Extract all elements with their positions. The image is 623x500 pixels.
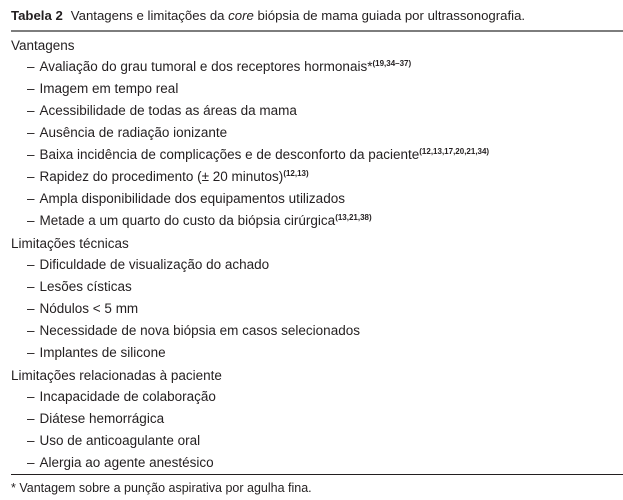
- list-item: [11, 430, 623, 452]
- dash: –: [27, 323, 35, 338]
- dash: –: [27, 59, 35, 74]
- table-caption: [11, 8, 525, 23]
- dash: –: [27, 81, 35, 96]
- item-text: Dificuldade de visualização do achado: [39, 257, 270, 272]
- list-item: [11, 386, 623, 408]
- table-label: Tabela 2: [11, 8, 63, 23]
- dash: –: [27, 191, 35, 206]
- list-item: [11, 276, 623, 298]
- item-text: Incapacidade de colaboração: [39, 389, 216, 404]
- list-item: [11, 210, 623, 232]
- item-text: Lesões císticas: [39, 279, 132, 294]
- top-rule: [11, 30, 623, 32]
- item-text: Acessibilidade de todas as áreas da mama: [39, 103, 297, 118]
- dash: –: [27, 433, 35, 448]
- section-limitacoes-paciente: [11, 366, 623, 474]
- reference-superscript: (12,13): [283, 169, 309, 178]
- item-text: Avaliação do grau tumoral e dos receptores hormonais: [39, 59, 368, 74]
- table-body: [11, 36, 623, 476]
- item-text: Metade a um quarto do custo da biópsia cirúrgica: [39, 213, 336, 228]
- dash: –: [27, 345, 35, 360]
- list-item: [11, 166, 623, 188]
- section-limitacoes-tecnicas: [11, 234, 623, 364]
- item-text: Necessidade de nova biópsia em casos selecionados: [39, 323, 360, 338]
- list-item: [11, 188, 623, 210]
- section-vantagens: [11, 36, 623, 232]
- dash: –: [27, 147, 35, 162]
- dash: –: [27, 213, 35, 228]
- dash: –: [27, 301, 35, 316]
- reference-superscript: (12,13,17,20,21,34): [419, 147, 490, 156]
- caption-text-end: biópsia de mama guiada por ultrassonografia.: [253, 8, 526, 23]
- section-title: Vantagens: [11, 38, 75, 53]
- caption-italic-term: core: [228, 8, 254, 23]
- item-text: Baixa incidência de complicações e de desconforto da paciente: [39, 147, 420, 162]
- item-text: Implantes de silicone: [39, 345, 166, 360]
- item-text: Ampla disponibilidade dos equipamentos utilizados: [39, 191, 345, 206]
- dash: –: [27, 169, 35, 184]
- list-item: [11, 100, 623, 122]
- item-text: Ausência de radiação ionizante: [39, 125, 228, 140]
- list-item: [11, 78, 623, 100]
- section-title: Limitações relacionadas à paciente: [11, 368, 222, 383]
- table-footnote: * Vantagem sobre a punção aspirativa por agulha fina.: [11, 481, 312, 495]
- dash: –: [27, 279, 35, 294]
- item-text: Diátese hemorrágica: [39, 411, 165, 426]
- list-item: [11, 298, 623, 320]
- list-item: [11, 254, 623, 276]
- item-text: Alergia ao agente anestésico: [39, 455, 214, 470]
- item-text: Nódulos < 5 mm: [39, 301, 139, 316]
- dash: –: [27, 257, 35, 272]
- list-item: [11, 342, 623, 364]
- list-item: [11, 56, 623, 78]
- reference-superscript: (13,21,38): [335, 213, 372, 222]
- item-text: Uso de anticoagulante oral: [39, 433, 201, 448]
- section-title: Limitações técnicas: [11, 236, 129, 251]
- list-item: [11, 452, 623, 474]
- dash: –: [27, 125, 35, 140]
- list-item: [11, 122, 623, 144]
- footnote-mark: *: [367, 59, 373, 74]
- caption-text-start: Vantagens e limitações da: [70, 8, 229, 23]
- list-item: [11, 408, 623, 430]
- dash: –: [27, 103, 35, 118]
- list-item: [11, 144, 623, 166]
- reference-superscript: (19,34–37): [372, 59, 412, 68]
- dash: –: [27, 411, 35, 426]
- dash: –: [27, 389, 35, 404]
- item-text: Imagem em tempo real: [39, 81, 179, 96]
- bottom-rule: [11, 474, 623, 475]
- item-text: Rapidez do procedimento (± 20 minutos): [39, 169, 284, 184]
- list-item: [11, 320, 623, 342]
- dash: –: [27, 455, 35, 470]
